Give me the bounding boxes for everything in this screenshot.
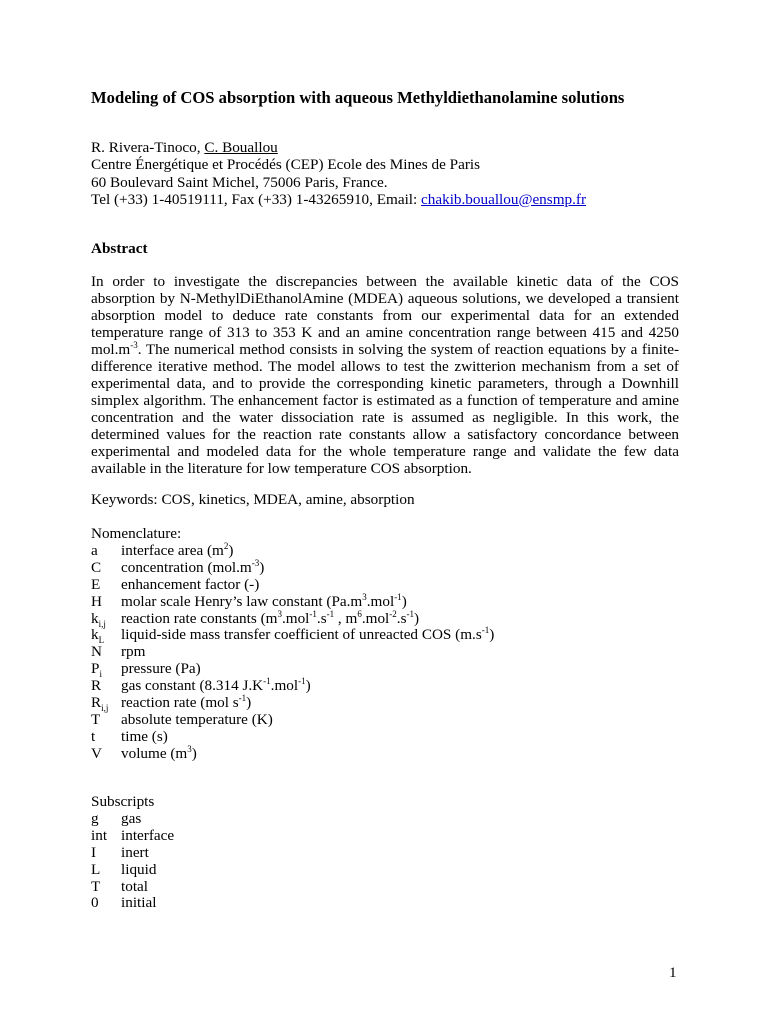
keywords: Keywords: COS, kinetics, MDEA, amine, absorption	[91, 491, 415, 508]
subscript-description: interface	[121, 826, 175, 844]
nomenclature-symbol: R	[91, 677, 102, 695]
nomenclature-symbol: C	[91, 558, 102, 576]
nomenclature-description: gas constant (8.314 $J.K^{-1}.mol^{-1}$)	[121, 676, 311, 695]
nomenclature-description: concentration $(mol.m^{-3})$	[121, 557, 265, 576]
author-block	[91, 139, 586, 208]
contact-text: Tel (+33) 1-40519111, Fax (+33) 1-43265910, Email:	[91, 190, 422, 208]
subscript-symbol: g	[91, 810, 99, 827]
page-number: 1	[669, 964, 677, 981]
subscript-symbol: 0	[91, 894, 99, 912]
affiliation: Centre Énergétique et Procédés (CEP) Ecole des Mines de Paris	[91, 156, 481, 174]
subscript-description: liquid	[121, 860, 157, 878]
abstract-heading: Abstract	[91, 240, 148, 257]
nomenclature-symbol: N	[91, 643, 102, 661]
nomenclature-description: reaction rate (mol $s^{-1}$)	[121, 692, 252, 712]
nomenclature-symbol: t	[91, 727, 96, 745]
subscript-description: initial	[121, 894, 157, 912]
nomenclature-symbol: $k_{i,j}$	[91, 609, 106, 629]
nomenclature-description: absolute temperature (K)	[121, 710, 273, 728]
subscript-symbol: I	[91, 843, 97, 861]
address: 60 Boulevard Saint Michel, 75006 Paris, France.	[91, 173, 388, 191]
nomenclature-description: liquid-side mass transfer coefficient of unreacted COS $(m.s^{-1})$	[121, 625, 495, 644]
nomenclature-symbol: E	[91, 575, 101, 593]
nomenclature-description: time (s)	[121, 727, 168, 745]
nomenclature-description: rpm	[121, 643, 146, 661]
subscript-description: gas	[121, 810, 142, 827]
subscript-symbol: int	[91, 826, 108, 844]
nomenclature-description: interface area $(m^2)$	[121, 540, 234, 559]
nomenclature-description: volume $(m^3)$	[121, 743, 197, 762]
email-link[interactable]: chakib.bouallou@ensmp.fr	[421, 190, 587, 208]
author-name: R. Rivera-Tinoco,	[91, 139, 205, 156]
nomenclature-description: pressure (Pa)	[121, 660, 201, 678]
nomenclature-heading: Nomenclature:	[91, 525, 182, 542]
nomenclature-symbol: V	[91, 744, 102, 762]
author-line	[91, 139, 586, 156]
subscripts-heading: Subscripts	[91, 793, 155, 810]
nomenclature-symbol: H	[91, 592, 102, 610]
subscript-symbol: L	[91, 860, 101, 878]
nomenclature-description: reaction rate constants ($m^3.mol^{-1}.s^{-1}$ , $m^6.mol^{-2}.s^{-1}$)	[121, 608, 420, 627]
corresponding-author-name: C. Bouallou	[204, 139, 278, 156]
subscript-description: inert	[121, 843, 149, 861]
abstract-text	[91, 273, 679, 477]
nomenclature-description: enhancement factor (-)	[121, 575, 260, 593]
nomenclature-symbol: $P_i$	[91, 660, 102, 680]
paper-title: Modeling of COS absorption with aqueous Methyldiethanolamine solutions	[91, 88, 625, 107]
nomenclature-description: molar scale Henry’s law constant $(Pa.m^3.mol^{-1})$	[121, 591, 407, 610]
nomenclature-symbol: $R_{i,j}$	[91, 694, 109, 714]
contact-line	[91, 191, 586, 208]
superscript: -3	[130, 339, 138, 350]
subscript-description: total	[121, 877, 148, 895]
subscript-symbol: T	[91, 877, 101, 895]
nomenclature-symbol: a	[91, 542, 98, 559]
abstract-part: . The numerical method consists in solving the system of reaction equations by a finite-difference iterative method. The model allows to test the zwitterion mechanism from a set of experimental data, and to provide the corresponding kinetic parameters, through a Downhill simplex algorithm. The enhancement factor is estimated as a function of temperature and amine concentration and the water dissociation rate is assumed as negligible. In this work, the determined values for the reaction rate constants allow a satisfactory concordance between experimental and modeled data for the whole temperature range and validate the few data available in the literature for low temperature COS absorption.	[91, 341, 679, 477]
abstract-part: In order to investigate the discrepancies between the available kinetic data of the COS absorption by N-MethylDiEthanolAmine (MDEA) aqueous solutions, we developed a transient absorption model to deduce rate constants from our experimental data for an extended temperature range of 313 to 353 K and an amine concentration range between 415 and 4250 mol.m	[91, 273, 679, 358]
nomenclature-symbol: $k_L$	[91, 626, 105, 646]
nomenclature-symbol: T	[91, 710, 101, 728]
